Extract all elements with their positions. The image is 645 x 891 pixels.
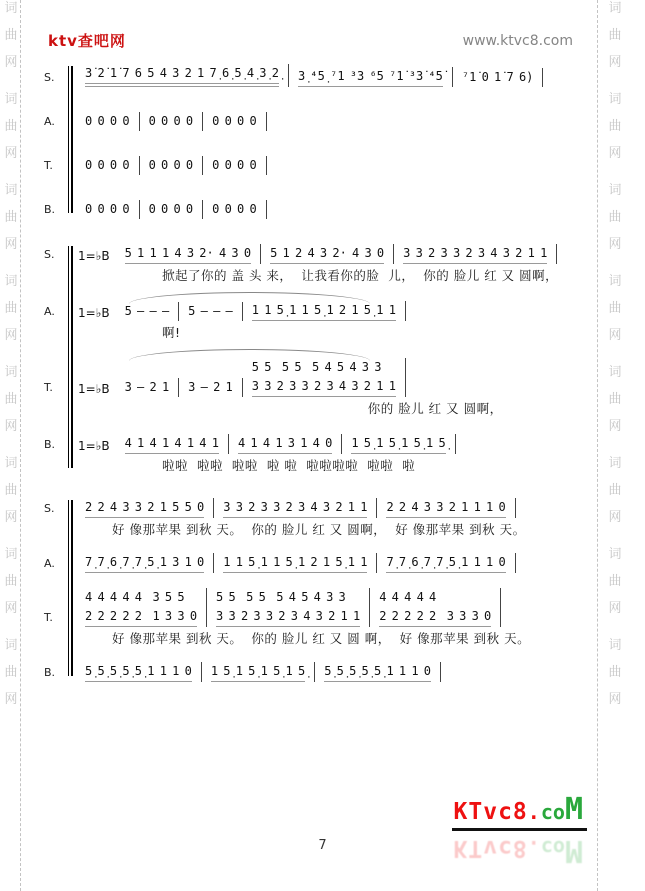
watermark-char: 网 — [4, 328, 18, 343]
watermark-char: 网 — [4, 146, 18, 161]
notes: 4 1 4 1 3 1 4 0 — [238, 434, 332, 454]
watermark-char: 词 — [4, 92, 18, 107]
measure — [289, 67, 453, 87]
watermark-char: 曲 — [608, 119, 622, 134]
notes: ⁷1̇ 0 1̇ 7 6) — [461, 70, 534, 84]
measure — [370, 588, 501, 627]
measure — [207, 588, 370, 627]
watermark-char: 词 — [608, 1, 622, 16]
watermark-char: 网 — [4, 601, 18, 616]
lyrics: 啦啦 啦啦 啦啦 啦 啦 啦啦啦啦 啦啦 啦 — [162, 458, 416, 473]
site-name[interactable]: ktv查吧网 — [48, 32, 126, 50]
site-url-link[interactable]: www.ktvc8.com — [462, 33, 573, 49]
logo-reflection — [452, 832, 587, 868]
notes: 0 0 0 0 — [212, 158, 257, 172]
slur-arc — [129, 292, 370, 304]
voice-label: A. — [44, 115, 55, 128]
measure — [76, 588, 207, 627]
voice-label: T. — [44, 611, 53, 624]
voice-row-s — [44, 64, 579, 87]
watermark-char: 曲 — [4, 210, 18, 225]
watermark-char: 网 — [4, 510, 18, 525]
notes: 7̣ 7̣ 6̣ 7̣ 7̣ 5̣ 1 1 1 0 — [386, 553, 505, 573]
watermark-char: 词 — [608, 92, 622, 107]
system-2 — [44, 244, 579, 474]
notes-lower-voice: 3 3 2 3 3 2 3 4 3 2 1 1 — [252, 377, 396, 397]
watermark-char: 网 — [608, 328, 622, 343]
measure — [203, 156, 267, 175]
logo-dot: . — [527, 836, 541, 860]
voice-row-s — [44, 498, 579, 538]
measure — [179, 378, 243, 397]
measure — [214, 553, 377, 573]
measure — [116, 378, 180, 397]
watermark-char: 曲 — [4, 28, 18, 43]
logo-text-green: co — [540, 800, 565, 824]
measure — [76, 112, 140, 131]
measure — [76, 200, 140, 219]
watermark-char: 词 — [4, 365, 18, 380]
watermark-char: 曲 — [4, 483, 18, 498]
notes: 0 0 0 0 — [148, 114, 194, 128]
voice-row-b — [44, 434, 579, 474]
voice-label: S. — [44, 248, 55, 261]
measure — [394, 244, 557, 264]
watermark-char: 网 — [4, 55, 18, 70]
measure — [342, 434, 455, 454]
lyrics: 你的 脸儿 红 又 圆啊， — [367, 401, 503, 416]
measure — [453, 68, 543, 87]
watermark-char: 词 — [4, 1, 18, 16]
watermark-char: 词 — [608, 274, 622, 289]
watermark-char: 词 — [608, 456, 622, 471]
measure — [202, 662, 315, 682]
logo-text-red: KTvc8 — [453, 835, 528, 861]
voice-row-b — [44, 200, 579, 219]
notes: 1 5̣ 1 5̣ 1 5̣ 1 5̣ — [211, 662, 305, 682]
measure — [179, 302, 243, 321]
voice-row-t — [44, 156, 579, 175]
notes: 5 — — — — [124, 304, 170, 318]
watermark-char: 曲 — [4, 392, 18, 407]
system-1 — [44, 64, 579, 219]
voice-row-t — [44, 588, 579, 647]
key-signature: 1=♭B — [78, 439, 110, 453]
logo-text-m: M — [564, 833, 583, 868]
measure — [140, 156, 204, 175]
voice-row-a — [44, 112, 579, 131]
watermark-char: 词 — [4, 274, 18, 289]
notes: 4 1 4 1 4 1 4 1 — [125, 434, 219, 454]
footer-logo-wrap — [452, 792, 587, 868]
notes: 0 0 0 0 — [212, 202, 257, 216]
notes: 5̣ 5̣ 5̣ 5̣ 5̣ 1 1 1 0 — [85, 662, 192, 682]
measure — [140, 200, 204, 219]
notes: 0 0 0 0 — [85, 114, 130, 128]
notes: 5 1 1 1 4 3 2· 4 3 0 — [125, 244, 252, 264]
page-number: 7 — [318, 838, 327, 853]
measure — [377, 498, 515, 518]
watermark-char: 曲 — [608, 665, 622, 680]
voice-label: T. — [44, 381, 53, 394]
logo-text-red: KTvc8 — [453, 799, 528, 825]
measure — [140, 112, 204, 131]
right-watermark-column — [606, 2, 624, 730]
notes-upper-voice: 5 5 5 5 5 4 5 4 3 3 — [216, 590, 346, 604]
voice-row-s — [44, 244, 579, 284]
measure — [116, 434, 229, 454]
notes: 2 2 4 3 3 2 1 1 1 0 — [386, 498, 505, 518]
notes: 7̣ 7̣ 6̣ 7̣ 7̣ 5̣ 1 3 1 0 — [85, 553, 204, 573]
watermark-char: 词 — [608, 638, 622, 653]
watermark-char: 网 — [4, 692, 18, 707]
notes: 3̇ 2̇ 1̇ 7 6 5 4 3 2 1 7̣ 6̣ 5̣ 4̣ 3̣ 2̣ — [85, 64, 279, 87]
watermark-char: 词 — [4, 638, 18, 653]
measure — [76, 662, 202, 682]
watermark-char: 曲 — [4, 665, 18, 680]
measure — [229, 434, 342, 454]
notes-lower-voice: 2 2 2 2 2 3 3 3 0 — [379, 607, 491, 627]
watermark-char: 网 — [608, 419, 622, 434]
watermark-char: 网 — [4, 419, 18, 434]
measure — [116, 302, 180, 321]
watermark-char: 网 — [608, 692, 622, 707]
watermark-char: 网 — [608, 146, 622, 161]
key-signature: 1=♭B — [78, 249, 110, 263]
notes: 5 — — — — [188, 304, 233, 318]
measure — [76, 156, 140, 175]
watermark-char: 网 — [608, 237, 622, 252]
notes: 0 0 0 0 — [85, 202, 130, 216]
lyrics: 啊! — [162, 325, 181, 340]
watermark-char: 词 — [608, 547, 622, 562]
notes: 5 1 2 4 3 2· 4 3 0 — [270, 244, 384, 264]
notes: 3 3 2 3 3 2 3 4 3 2 1 1 — [223, 498, 367, 518]
lyrics: 好 像那苹果 到秋 天。 你的 脸儿 红 又 圆啊， 好 像那苹果 到秋 天。 — [112, 522, 526, 537]
notes-upper-voice: 4 4 4 4 4 3 5 5 — [85, 590, 185, 604]
voice-label: T. — [44, 159, 53, 172]
right-dashed-border — [597, 0, 598, 891]
system-3 — [44, 498, 579, 682]
watermark-char: 词 — [608, 365, 622, 380]
watermark-char: 网 — [608, 55, 622, 70]
slur-arc — [129, 349, 370, 361]
lyrics: 好 像那苹果 到秋 天。 你的 脸儿 红 又 圆 啊， 好 像那苹果 到秋 天。 — [112, 631, 531, 646]
notes: 1 1 5̣ 1 1 5̣ 1 2 1 5̣ 1 1 — [223, 553, 367, 573]
logo-dot: . — [527, 800, 541, 824]
voice-label: A. — [44, 305, 55, 318]
left-dashed-border — [20, 0, 21, 891]
measure — [203, 200, 267, 219]
notes-lower-voice: 3 3 2 3 3 2 3 4 3 2 1 1 — [216, 607, 360, 627]
voice-row-a — [44, 553, 579, 573]
watermark-char: 词 — [608, 183, 622, 198]
measure — [76, 498, 214, 518]
measure — [243, 301, 406, 321]
watermark-char: 曲 — [608, 392, 622, 407]
voice-label: B. — [44, 438, 56, 451]
watermark-char: 曲 — [608, 301, 622, 316]
voice-row-t — [44, 358, 579, 417]
watermark-char: 词 — [4, 456, 18, 471]
watermark-char: 曲 — [4, 119, 18, 134]
voice-label: A. — [44, 557, 55, 570]
watermark-char: 曲 — [608, 483, 622, 498]
watermark-char: 网 — [4, 237, 18, 252]
logo-text-m: M — [564, 792, 583, 827]
measure — [76, 553, 214, 573]
notes: 0 0 0 0 — [148, 158, 194, 172]
voice-label: S. — [44, 71, 55, 84]
notes: 0 0 0 0 — [212, 114, 257, 128]
notes: 3̣ ⁴5̣ ⁷1 ³3 ⁶5 ⁷1̇ ³3̇ ⁴5̇ — [298, 67, 443, 87]
watermark-char: 网 — [608, 510, 622, 525]
watermark-char: 词 — [4, 547, 18, 562]
notes: 0 0 0 0 — [148, 202, 194, 216]
notes: 5̣ 5̣ 5̣ 5̣ 5̣ 1 1 1 0 — [324, 662, 431, 682]
voice-row-a — [44, 301, 579, 341]
notes-upper-voice: 5 5 5 5 5 4 5 4 3 3 — [251, 360, 382, 374]
ktvc8-logo[interactable] — [452, 832, 587, 868]
voice-row-b — [44, 662, 579, 682]
watermark-char: 网 — [608, 601, 622, 616]
notes: 1 1 5̣ 1 1 5̣ 1 2 1 5̣ 1 1 — [252, 301, 396, 321]
watermark-char: 词 — [4, 183, 18, 198]
key-signature: 1=♭B — [78, 306, 110, 320]
watermark-char: 曲 — [608, 574, 622, 589]
measure — [261, 244, 394, 264]
watermark-char: 曲 — [4, 301, 18, 316]
notes: 1 5̣ 1 5̣ 1 5̣ 1 5̣ — [351, 434, 445, 454]
score — [44, 64, 579, 706]
voice-label: S. — [44, 502, 55, 515]
measure — [377, 553, 515, 573]
notes: 0 0 0 0 — [85, 158, 130, 172]
notes: 3 3 2 3 3 2 3 4 3 2 1 1 — [403, 244, 547, 264]
measure — [116, 244, 262, 264]
notes: 2 2 4 3 3 2 1 5 5 0 — [85, 498, 204, 518]
measure — [243, 358, 406, 397]
voice-label: B. — [44, 666, 56, 679]
lyrics: 掀起了你的 盖 头 来， 让我看你的脸 儿， 你的 脸儿 红 又 圆啊， — [162, 268, 559, 283]
left-watermark-column — [2, 2, 20, 730]
notes-upper-voice: 4 4 4 4 4 — [379, 590, 437, 604]
measure — [203, 112, 267, 131]
notes: 3 — 2 1 — [188, 380, 233, 394]
logo-text-green: co — [540, 836, 565, 860]
measure — [214, 498, 377, 518]
watermark-char: 曲 — [608, 28, 622, 43]
watermark-char: 曲 — [4, 574, 18, 589]
ktvc8-logo[interactable] — [452, 792, 587, 831]
voice-label: B. — [44, 203, 56, 216]
key-signature: 1=♭B — [78, 382, 110, 396]
measure — [76, 64, 289, 87]
watermark-char: 曲 — [608, 210, 622, 225]
measure — [315, 662, 441, 682]
notes-lower-voice: 2 2 2 2 2 1 3 3 0 — [85, 607, 197, 627]
notes: 3 — 2 1 — [124, 380, 170, 394]
